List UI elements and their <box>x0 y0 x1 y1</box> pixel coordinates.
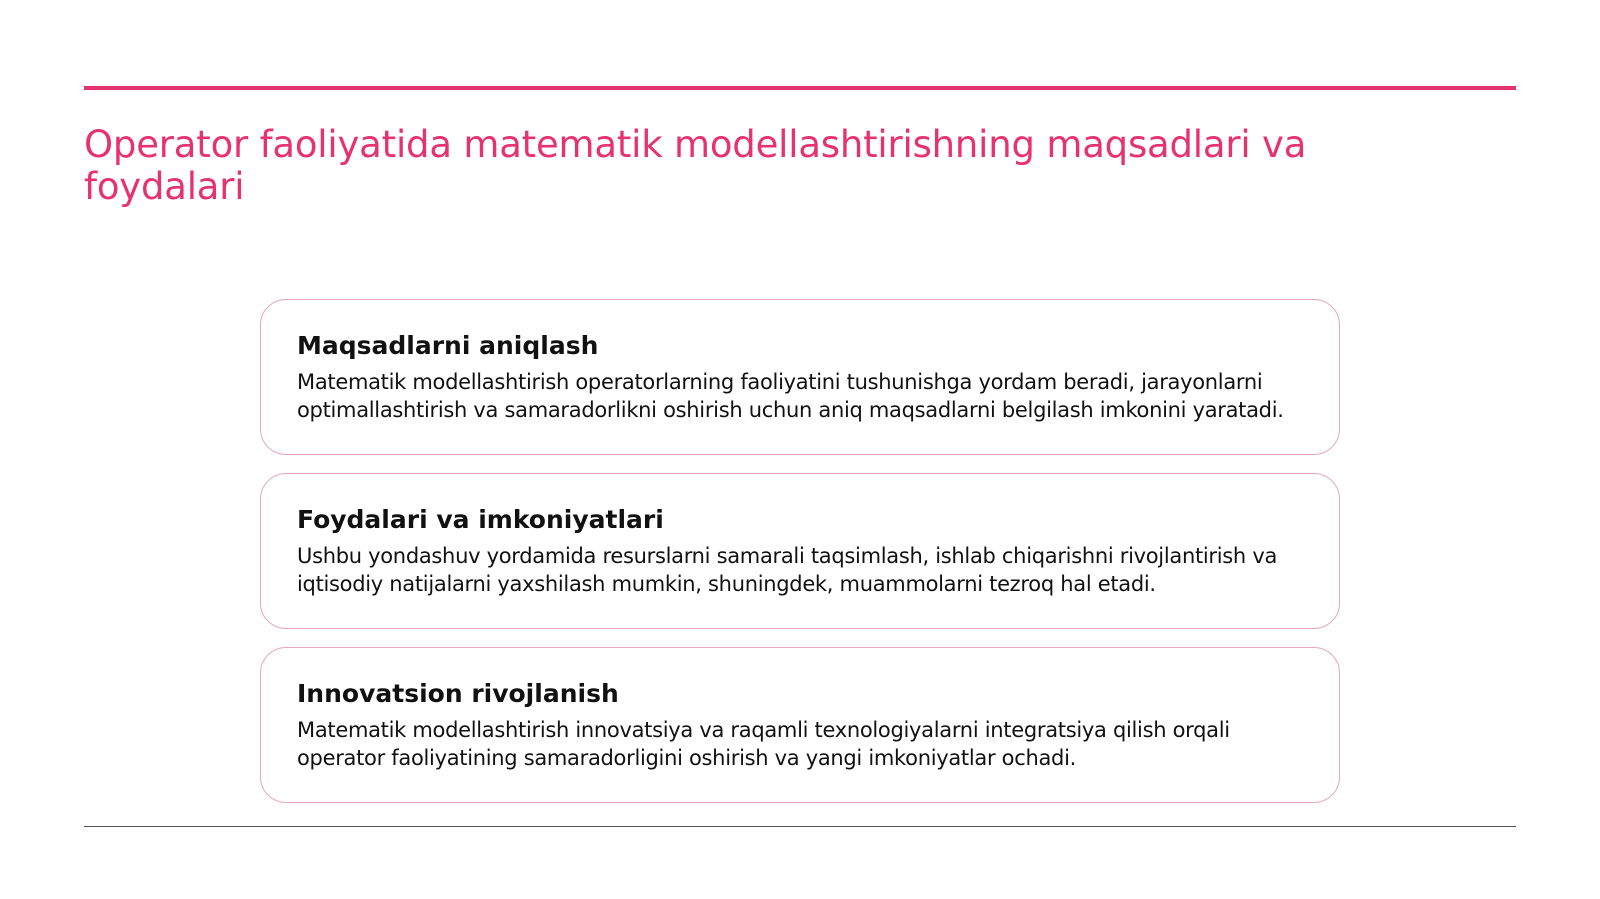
card-list <box>260 299 1340 821</box>
card-text: Ushbu yondashuv yordamida resurslarni samarali taqsimlash, ishlab chiqarishni rivojlantirish va iqtisodiy natijalarni yaxshilash mumkin, shuningdek, muammolarni tezroq hal etadi. <box>297 544 1278 596</box>
card-heading: Innovatsion rivojlanish <box>297 679 619 708</box>
card-benefits <box>260 473 1340 629</box>
card-text: Matematik modellashtirish operatorlarning faoliyatini tushunishga yordam beradi, jarayonlarni optimallashtirish va samaradorlikni oshirish uchun aniq maqsadlarni belgilash imkonini yaratadi. <box>297 370 1284 422</box>
slide-title: Operator faoliyatida matematik modellashtirishning maqsadlari va foydalari <box>84 123 1307 208</box>
card-heading: Maqsadlarni aniqlash <box>297 331 599 360</box>
card-heading: Foydalari va imkoniyatlari <box>297 505 664 534</box>
card-text: Matematik modellashtirish innovatsiya va raqamli texnologiyalarni integratsiya qilish orqali operator faoliyatining samaradorligini oshirish va yangi imkoniyatlar ochadi. <box>297 718 1230 770</box>
bottom-divider <box>84 826 1516 827</box>
top-accent-rule <box>84 86 1516 90</box>
card-innovation <box>260 647 1340 803</box>
card-goals <box>260 299 1340 455</box>
